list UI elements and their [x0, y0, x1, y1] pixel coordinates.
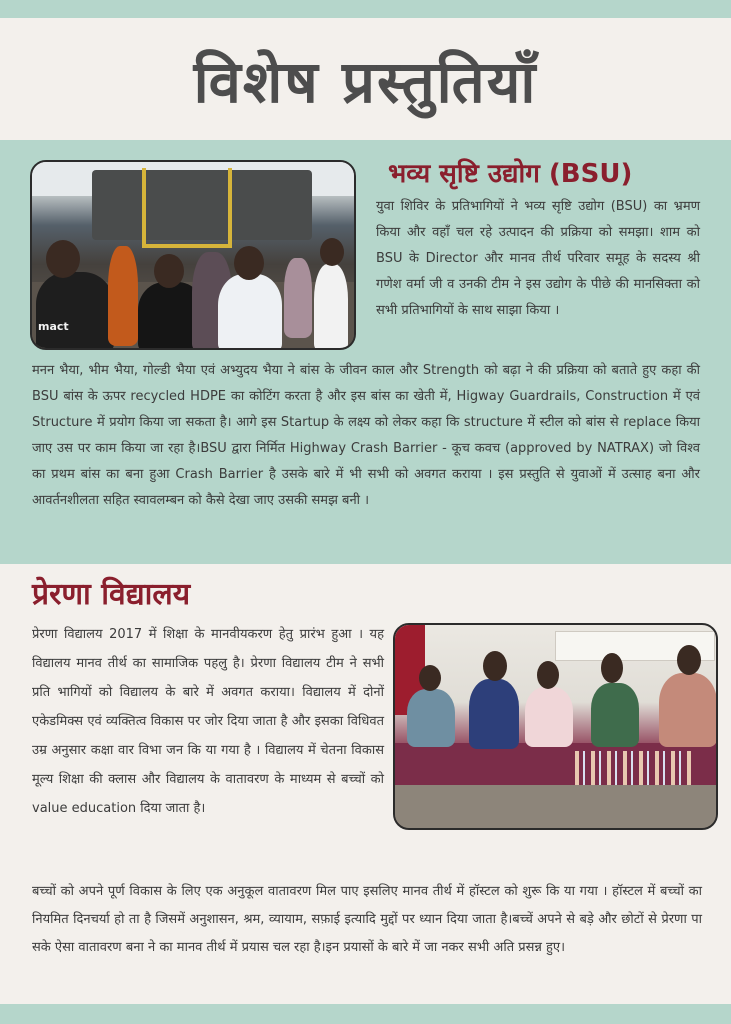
photo-person-head [419, 665, 441, 691]
photo-person-head [320, 238, 344, 266]
photo-yellow-frame [142, 168, 232, 248]
shirt-text: mact [38, 320, 69, 333]
photo-person [314, 264, 348, 350]
prerna-school-photo [393, 623, 718, 830]
photo-person-head [483, 651, 507, 681]
photo-person [659, 673, 717, 747]
prerna-heading: प्रेरणा विद्यालय [32, 577, 191, 612]
prerna-intro-paragraph: प्रेरणा विद्यालय 2017 में शिक्षा के मानवीयकरण हेतु प्रारंभ हुआ । यह विद्यालय मानव तीर्थ का सामाजिक पहलु है। प्रेरणा विद्यालय टीम ने सभी प्रति भागियों को विद्यालय के बारे में अवगत कराया। विद्यालय में दोनों एकेडमिक्स एवं व्यक्तित्व विकास पर जोर दिया जाता है और इसका विधिवत उम्र अनुसार कक्षा वार विभा जन कि या गया है । विद्यालय में चेतना विकास मूल्य शिक्षा की क्लास और विद्यालय के वातावरण के माध्यम से बच्चों को value education दिया जाता है। [32, 627, 384, 816]
photo-floor [395, 785, 716, 830]
photo-person-head [234, 246, 264, 280]
photo-person-head [537, 661, 559, 689]
photo-person-head [154, 254, 184, 288]
photo-person [36, 272, 114, 350]
bottom-band [0, 1004, 731, 1024]
photo-person-head [677, 645, 701, 675]
photo-person [108, 246, 138, 346]
bsu-factory-photo [30, 160, 356, 350]
bsu-intro-paragraph: युवा शिविर के प्रतिभागियों ने भव्य सृष्टि उद्योग (BSU) का भ्रमण किया और वहाँ चल रहे उत्पादन की प्रक्रिया को समझा। शाम को BSU के Director और मानव तीर्थ परिवार समूह के सदस्य श्री गणेश वर्मा जी व उनकी टीम ने इस उद्योग के पीछे की मानसिक्ता को सभी प्रतिभागियों के साथ साझा किया । [376, 199, 700, 318]
photo-striped-rug [575, 751, 695, 787]
photo-person-head [46, 240, 80, 278]
page-title: विशेष प्रस्तुतियाँ [193, 47, 538, 116]
photo-person [469, 679, 519, 749]
bsu-body-paragraph: मनन भैया, भीम भैया, गोल्डी भैया एवं अभ्युदय भैया ने बांस के जीवन काल और Strength को बढ़ा ने की प्रक्रिया को बताते हुए कहा की BSU बांस के ऊपर recycled HDPE का कोटिंग करता है और इस बांस का खेती में, Higway Guardrails, Construction में एवं Structure में प्रयोग किया जा सकता है। आगे इस Startup के लक्ष्य को लेकर कहा कि structure में स्टील को बांस से replace किया जाए उस पर काम किया जा रहा है।BSU द्वारा निर्मित Highway Crash Barrier - कूच कवच (approved by NATRAX) जो विश्व का प्रथम बांस का बना हुआ Crash Barrier है उसके बारे में भी सभी को अवगत कराया । इस प्रस्तुति से युवाओं में उत्साह बना और आवर्तनशीलता सहित स्वावलम्बन को कैसे देखा जाए उसकी समझ बनी । [32, 363, 700, 508]
photo-person [525, 687, 573, 747]
photo-person [284, 258, 312, 338]
photo-person [218, 274, 282, 350]
photo-person [591, 683, 639, 747]
photo-person [407, 689, 455, 747]
top-band [0, 0, 731, 18]
photo-person-head [601, 653, 623, 683]
prerna-body-paragraph: बच्चों को अपने पूर्ण विकास के लिए एक अनुकूल वातावरण मिल पाए इसलिए मानव तीर्थ में हॉस्टल को शुरू कि या गया । हॉस्टल में बच्चों का नियमित दिनचर्या हो ता है जिसमें अनुशासन, श्रम, व्यायाम, सफ़ाई इत्यादि मुद्दों पर ध्यान दिया जाता है।बच्चें अपने से बड़े और छोटों से प्रेरणा पा सके ऐसा वातावरण बना ने का मानव तीर्थ में प्रयास चल रहा है।इन प्रयासों के बारे में जा नकर सभी अति प्रसन्न हुए। [32, 884, 702, 955]
bsu-heading: भव्य सृष्टि उद्योग (BSU) [388, 159, 633, 189]
